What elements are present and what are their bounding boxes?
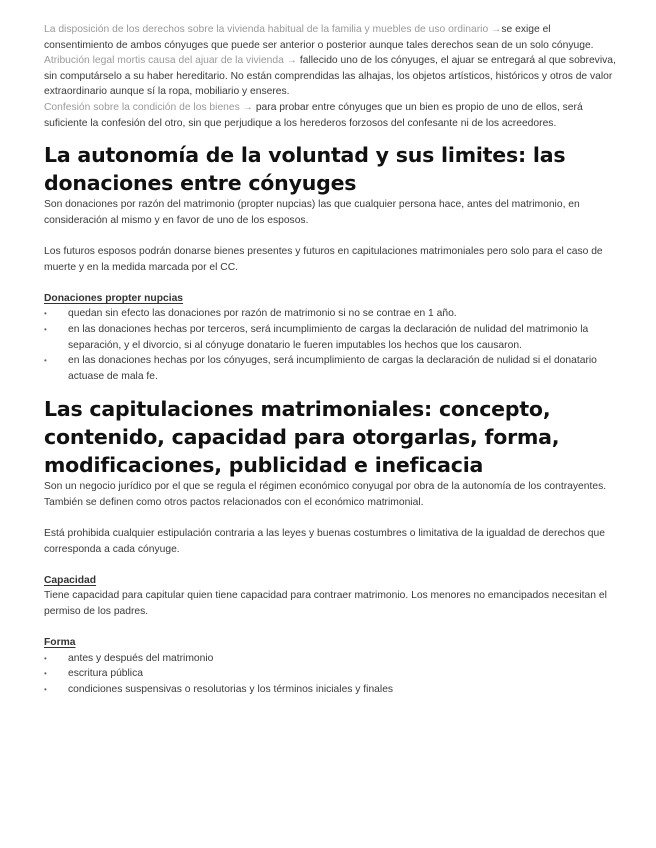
- intro-text-2: fallecido uno de los cónyuges, el ajuar se entregará al que sobreviva, sin computárselo a su haber hereditario. No están comprendidas las alhajas, los objetos artísticos, históricos y otros de valor extraordinario aunque sí la ropa, mobiliario y enseres.: [44, 55, 616, 98]
- arrow-3: →: [242, 101, 253, 113]
- intro-label-3: Confesión sobre la condición de los bienes: [44, 101, 240, 113]
- intro-paragraph-2: [44, 53, 616, 100]
- intro-block: [44, 22, 616, 131]
- list-item: • condiciones suspensivas o resolutorias y los términos iniciales y finales: [44, 682, 616, 698]
- intro-label-1: La disposición de los derechos sobre la vivienda habitual de la familia y muebles de uso ordinario: [44, 24, 489, 35]
- section-2-heading: Las capitulaciones matrimoniales: concepto, contenido, capacidad para otorgarlas, forma, modificaciones, publicidad e ineficacia: [44, 397, 560, 478]
- intro-text-3: para probar entre cónyuges que un bien es propio de uno de ellos, será suficiente la confesión del otro, sin que perjudique a los herederos forzosos del confesante ni de los acreedores.: [44, 101, 583, 129]
- intro-paragraph-1: [44, 22, 616, 53]
- section-2-paragraph-1: Son un negocio jurídico por el que se regula el régimen económico conyugal por obra de la autonomía de los contrayentes. También se definen como otros pactos relacionados con el económico matrimonial.: [44, 481, 607, 508]
- donaciones-list: [44, 306, 616, 384]
- list-item: • antes y después del matrimonio: [44, 651, 616, 667]
- section-1-paragraph-1: Son donaciones por razón del matrimonio (propter nupcias) las que cualquier persona hace, antes del matrimonio, en consideración al mismo y en favor de uno de los esposos.: [44, 199, 580, 226]
- section-1-paragraph-2: Los futuros esposos podrán donarse bienes presentes y futuros en capitulaciones matrimoniales pero solo para el caso de muerte y en la medida marcada por el CC.: [44, 245, 603, 273]
- forma-subheading: Forma: [44, 637, 76, 649]
- arrow-1: →: [491, 24, 502, 35]
- list-item: • escritura pública: [44, 666, 616, 682]
- intro-text-1: se exige el consentimiento de ambos cónyuges que puede ser anterior o posterior aunque tales derechos sean de un solo cónyuge.: [44, 24, 594, 51]
- section-2-paragraph-2: Está prohibida cualquier estipulación contraria a las leyes y buenas costumbres o limitativa de la igualdad de derechos que corresponda a cada cónyuge.: [44, 528, 605, 555]
- forma-list: [44, 651, 616, 698]
- capacidad-paragraph: Tiene capacidad para capitular quien tiene capacidad para contraer matrimonio. Los menores no emancipados necesitan el permiso de los padres.: [44, 590, 607, 618]
- list-item: • quedan sin efecto las donaciones por razón de matrimonio si no se contrae en 1 año.: [44, 306, 616, 322]
- arrow-2: →: [286, 55, 297, 67]
- intro-paragraph-3: [44, 100, 616, 131]
- section-1-heading: La autonomía de la voluntad y sus limites: las donaciones entre cónyuges: [44, 143, 566, 196]
- capacidad-subheading: Capacidad: [44, 574, 97, 586]
- list-item: • en las donaciones hechas por los cónyuges, será incumplimiento de cargas la declaración de nulidad si el donatario actuase de mala fe.: [44, 353, 616, 384]
- intro-label-2: Atribución legal mortis causa del ajuar de la vivienda: [44, 55, 284, 67]
- donaciones-subheading: Donaciones propter nupcias: [44, 292, 184, 304]
- list-item: • en las donaciones hechas por terceros, será incumplimiento de cargas la declaración de nulidad del matrimonio la separación, y el divorcio, si al cónyuge donatario le fueren imputables los hechos que los causaron.: [44, 322, 616, 353]
